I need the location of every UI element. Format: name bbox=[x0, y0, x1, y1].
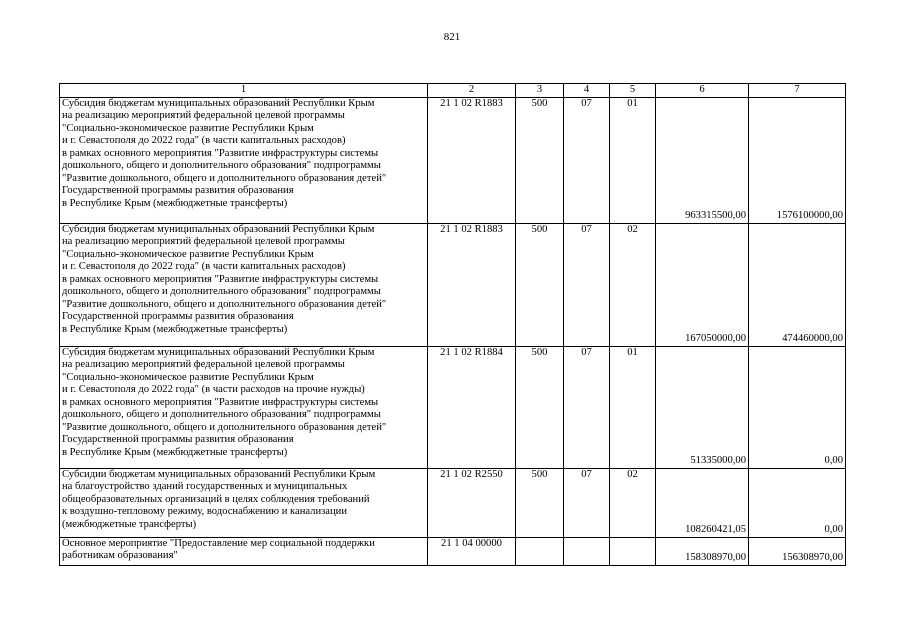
row-subsection: 02 bbox=[610, 468, 656, 537]
row-sum-year-2: 156308970,00 bbox=[749, 537, 846, 565]
row-name: Субсидии бюджетам муниципальных образований Республики Крым на благоустройство зданий государственных и муниципальных общеобразовательных организаций в целях соблюдения требований к воздушно-тепловому режиму, водоснабжению и канализации (межбюджетные трансферты) bbox=[60, 468, 428, 537]
row-target-article: 21 1 02 R1884 bbox=[428, 346, 516, 468]
row-target-article: 21 1 02 R1883 bbox=[428, 97, 516, 223]
row-section: 07 bbox=[564, 468, 610, 537]
header-col-2: 2 bbox=[428, 84, 516, 98]
row-sum-year-1: 108260421,05 bbox=[656, 468, 749, 537]
header-row bbox=[60, 84, 846, 98]
row-section bbox=[564, 537, 610, 565]
row-subsection: 01 bbox=[610, 97, 656, 223]
page-number: 821 bbox=[443, 31, 461, 43]
row-name: Основное мероприятие "Предоставление мер социальной поддержки работникам образования" bbox=[60, 537, 428, 565]
row-target-article: 21 1 02 R1883 bbox=[428, 223, 516, 346]
header-col-4: 4 bbox=[564, 84, 610, 98]
row-sum-year-2: 474460000,00 bbox=[749, 223, 846, 346]
row-sum-year-2: 1576100000,00 bbox=[749, 97, 846, 223]
header-col-3: 3 bbox=[516, 84, 564, 98]
row-subsection bbox=[610, 537, 656, 565]
row-name: Субсидия бюджетам муниципальных образований Республики Крым на реализацию мероприятий федеральной целевой программы "Социально-экономическое развитие Республики Крым и г. Севастополя до 2022 года" (в части капитальных расходов) в рамках основного мероприятия "Развитие инфраструктуры системы дошкольного, общего и дополнительного образования" подпрограммы "Развитие дошкольного, общего и дополнительного образования детей" Государственной программы развития образования в Республике Крым (межбюджетные трансферты) bbox=[60, 97, 428, 223]
row-sum-year-2: 0,00 bbox=[749, 468, 846, 537]
row-sum-year-1: 158308970,00 bbox=[656, 537, 749, 565]
row-name: Субсидия бюджетам муниципальных образований Республики Крым на реализацию мероприятий федеральной целевой программы "Социально-экономическое развитие Республики Крым и г. Севастополя до 2022 года" (в части капитальных расходов) в рамках основного мероприятия "Развитие инфраструктуры системы дошкольного, общего и дополнительного образования" подпрограммы "Развитие дошкольного, общего и дополнительного образования детей" Государственной программы развития образования в Республике Крым (межбюджетные трансферты) bbox=[60, 223, 428, 346]
row-name: Субсидия бюджетам муниципальных образований Республики Крым на реализацию мероприятий федеральной целевой программы "Социально-экономическое развитие Республики Крым и г. Севастополя до 2022 года" (в части расходов на прочие нужды) в рамках основного мероприятия "Развитие инфраструктуры системы дошкольного, общего и дополнительного образования" подпрограммы "Развитие дошкольного, общего и дополнительного образования детей" Государственной программы развития образования в Республике Крым (межбюджетные трансферты) bbox=[60, 346, 428, 468]
row-expense-type: 500 bbox=[516, 97, 564, 223]
table-row bbox=[60, 537, 846, 565]
row-sum-year-2: 0,00 bbox=[749, 346, 846, 468]
header-col-7: 7 bbox=[749, 84, 846, 98]
row-sum-year-1: 51335000,00 bbox=[656, 346, 749, 468]
row-sum-year-1: 963315500,00 bbox=[656, 97, 749, 223]
row-section: 07 bbox=[564, 346, 610, 468]
header-col-1: 1 bbox=[60, 84, 428, 98]
header-col-5: 5 bbox=[610, 84, 656, 98]
row-target-article: 21 1 02 R2550 bbox=[428, 468, 516, 537]
row-sum-year-1: 167050000,00 bbox=[656, 223, 749, 346]
row-section: 07 bbox=[564, 97, 610, 223]
row-subsection: 01 bbox=[610, 346, 656, 468]
table-row bbox=[60, 468, 846, 537]
row-subsection: 02 bbox=[610, 223, 656, 346]
header-col-6: 6 bbox=[656, 84, 749, 98]
row-section: 07 bbox=[564, 223, 610, 346]
table-row bbox=[60, 346, 846, 468]
row-expense-type: 500 bbox=[516, 223, 564, 346]
table-row bbox=[60, 97, 846, 223]
row-expense-type: 500 bbox=[516, 468, 564, 537]
table-row bbox=[60, 223, 846, 346]
row-expense-type bbox=[516, 537, 564, 565]
row-expense-type: 500 bbox=[516, 346, 564, 468]
row-target-article: 21 1 04 00000 bbox=[428, 537, 516, 565]
budget-table bbox=[59, 83, 846, 566]
